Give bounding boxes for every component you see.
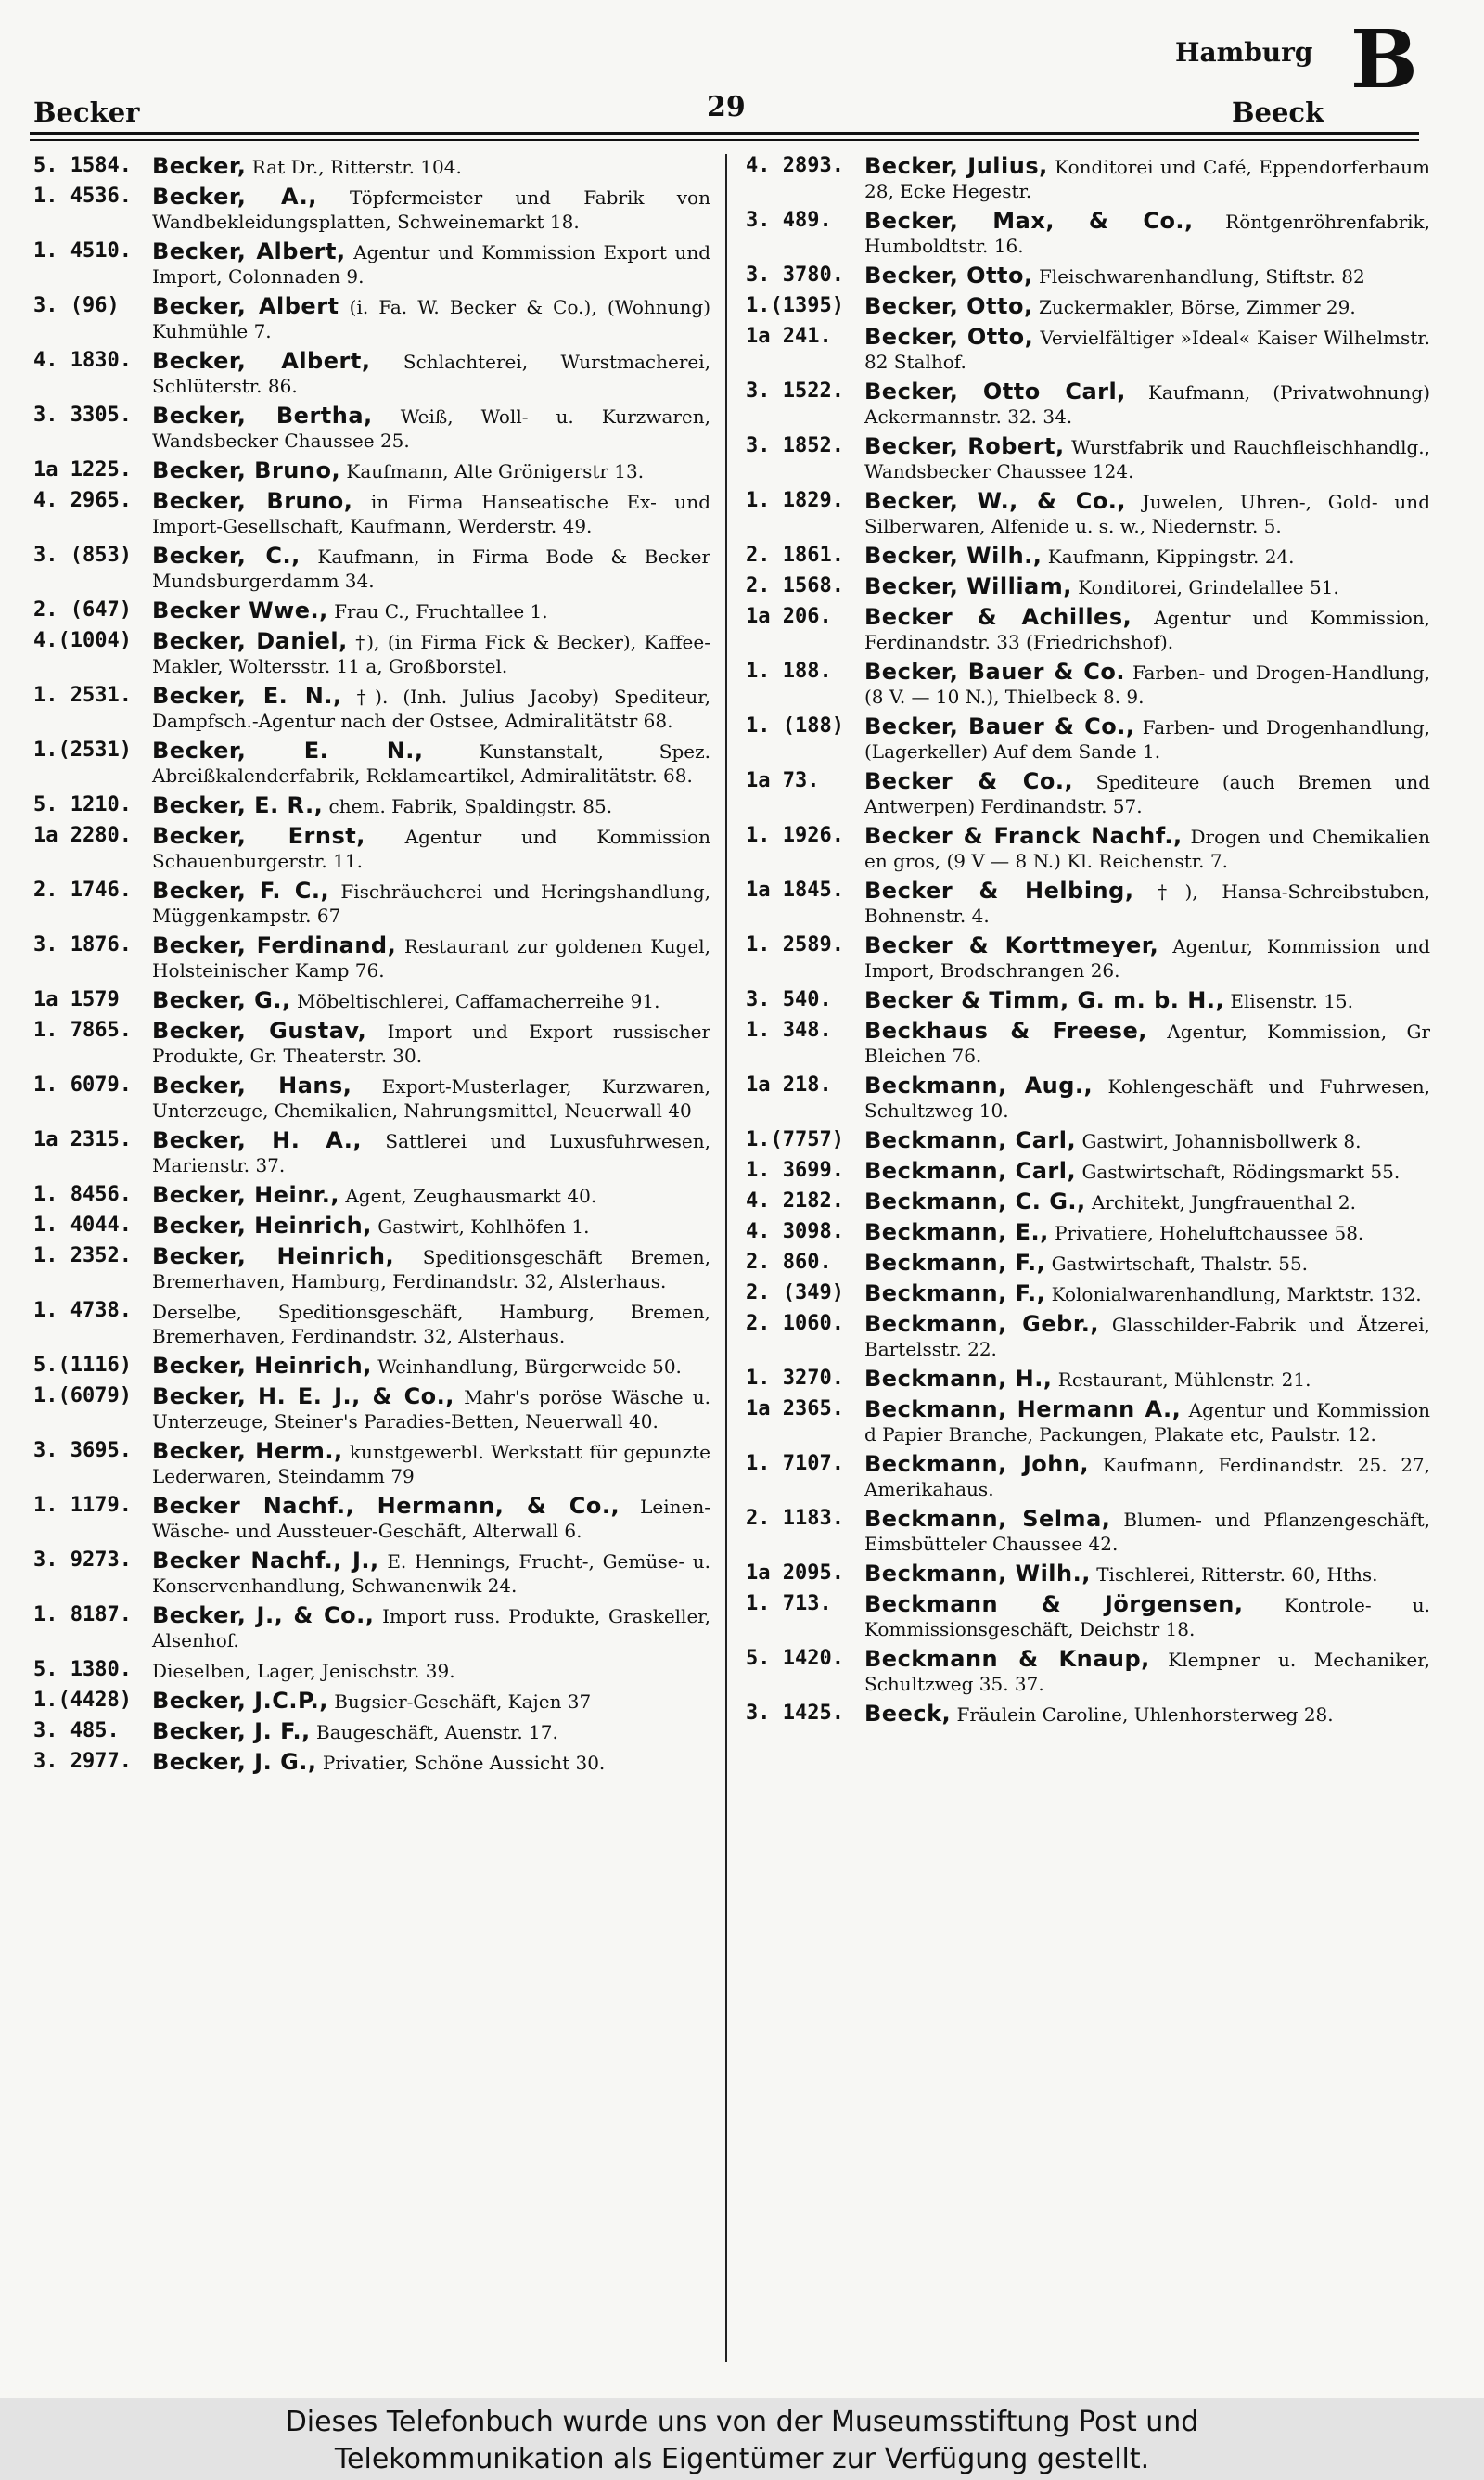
- subscriber-details: Fischräucherei und Heringshandlung, Müggenkampstr. 67: [152, 880, 710, 927]
- subscriber-name: Becker, Daniel,: [152, 628, 348, 654]
- subscriber-details: Frau C., Fruchtallee 1.: [327, 600, 548, 623]
- subscriber-details: †), (in Firma Fick & Becker), Kaffee-Makler, Woltersstr. 11 a, Großborstel.: [152, 631, 710, 677]
- phone-number: 1. 3270.: [746, 1367, 844, 1390]
- phone-number: 1. 2531.: [33, 684, 132, 707]
- subscriber-details: Kaufmann, Alte Grönigerstr 13.: [340, 460, 645, 482]
- subscriber-name: Becker & Franck Nachf.,: [864, 823, 1183, 849]
- directory-entry: [33, 1719, 710, 1750]
- subscriber-details: E. Hennings, Frucht-, Gemüse- u. Konservenhandlung, Schwanenwik 24.: [152, 1550, 710, 1597]
- subscriber-details: Farben- und Drogenhandlung, (Lagerkeller) Auf dem Sande 1.: [864, 716, 1430, 763]
- subscriber-details: Konditorei und Café, Eppendorferbaum 28, Ecke Hegestr.: [864, 156, 1430, 202]
- directory-entry: [33, 684, 710, 739]
- directory-entry: [746, 605, 1430, 660]
- subscriber-details: Möbeltischlerei, Caffamacherreihe 91.: [290, 990, 660, 1012]
- phone-number: 1. 4738.: [33, 1299, 132, 1322]
- subscriber-details: Schlachterei, Wurstmacherei, Schlüterstr. 86.: [152, 351, 710, 397]
- subscriber-details: Kunstanstalt, Spez. Abreißkalenderfabrik, Reklameartikel, Admiralitätstr. 68.: [152, 740, 710, 787]
- phone-number: 1.(1395): [746, 294, 844, 317]
- phone-number: 1. 7865.: [33, 1019, 132, 1042]
- subscriber-details: Kaufmann, (Privatwohnung) Ackermannstr. 32. 34.: [864, 381, 1430, 428]
- subscriber-details: Weiß, Woll- u. Kurzwaren, Wandsbecker Chaussee 25.: [152, 405, 710, 452]
- subscriber-details: Kaufmann, Kippingstr. 24.: [1042, 546, 1295, 568]
- phone-number: 1a 2365.: [746, 1397, 844, 1420]
- subscriber-name: Becker & Achilles,: [864, 604, 1132, 630]
- subscriber-details: Fräulein Caroline, Uhlenhorsterweg 28.: [951, 1703, 1334, 1726]
- header-rule-thin: [30, 139, 1419, 141]
- subscriber-name: Becker, Robert,: [864, 433, 1065, 459]
- directory-entry: [33, 1128, 710, 1183]
- directory-entry: [746, 1312, 1430, 1367]
- subscriber-name: Beeck,: [864, 1701, 952, 1727]
- subscriber-details: Speditionsgeschäft Bremen, Bremerhaven, Hamburg, Ferdinandstr. 32, Alsterhaus.: [152, 1246, 710, 1292]
- directory-entry: [33, 1439, 710, 1494]
- subscriber-details: (i. Fa. W. Becker & Co.), (Wohnung) Kuhmühle 7.: [152, 296, 710, 342]
- directory-entry: [746, 933, 1430, 988]
- phone-number: 3. 485.: [33, 1719, 120, 1742]
- phone-number: 5. 1584.: [33, 154, 132, 177]
- directory-entry: [746, 1561, 1430, 1592]
- right-column: [746, 154, 1430, 2364]
- phone-number: 1a 206.: [746, 605, 832, 628]
- subscriber-name: Becker, H. E. J., & Co.,: [152, 1383, 454, 1409]
- subscriber-name: Becker & Co.,: [864, 768, 1074, 794]
- directory-entry: [33, 629, 710, 684]
- phone-number: 5. 1380.: [33, 1658, 132, 1681]
- subscriber-name: Becker Nachf., J.,: [152, 1548, 379, 1574]
- subscriber-details: Klempner u. Mechaniker, Schultzweg 35. 37.: [864, 1649, 1430, 1695]
- phone-number: 3. 1522.: [746, 379, 844, 403]
- subscriber-details: Restaurant zur goldenen Kugel, Holsteinischer Kamp 76.: [152, 935, 710, 982]
- subscriber-name: Becker, A.,: [152, 184, 317, 210]
- subscriber-details: Mahr's poröse Wäsche u. Unterzeuge, Steiner's Paradies-Betten, Neuerwall 40.: [152, 1386, 710, 1433]
- subscriber-name: Becker & Timm, G. m. b. H.,: [864, 987, 1225, 1013]
- footer-notice: [0, 2398, 1484, 2480]
- phone-number: 3. 2977.: [33, 1750, 132, 1773]
- phone-number: 3. 3695.: [33, 1439, 132, 1462]
- directory-entry: [746, 263, 1430, 294]
- subscriber-name: Beckmann, Aug.,: [864, 1073, 1094, 1099]
- phone-number: 1. (188): [746, 714, 844, 738]
- subscriber-details: Röntgenröhrenfabrik, Humboldtstr. 16.: [864, 211, 1430, 257]
- directory-entry: [33, 793, 710, 824]
- subscriber-details: Gastwirtschaft, Rödingsmarkt 55.: [1076, 1161, 1401, 1183]
- subscriber-details: Kolonialwarenhandlung, Marktstr. 132.: [1045, 1283, 1422, 1305]
- directory-entry: [746, 824, 1430, 879]
- subscriber-name: Becker & Korttmeyer,: [864, 932, 1159, 958]
- subscriber-name: Beckmann & Jörgensen,: [864, 1591, 1244, 1617]
- phone-number: 1. 3699.: [746, 1159, 844, 1182]
- subscriber-name: Becker, Heinrich,: [152, 1353, 372, 1379]
- subscriber-name: Beckmann & Knaup,: [864, 1646, 1150, 1672]
- directory-entry: [746, 379, 1430, 434]
- subscriber-name: Becker, Bruno,: [152, 488, 353, 514]
- directory-entry: [33, 1494, 710, 1548]
- directory-entry: [746, 769, 1430, 824]
- directory-entry: [746, 1251, 1430, 1281]
- subscriber-name: Becker, J.C.P.,: [152, 1688, 328, 1714]
- subscriber-details: Gastwirt, Johannisbollwerk 8.: [1076, 1130, 1362, 1152]
- directory-entry: [33, 458, 710, 489]
- phone-number: 1. 1926.: [746, 824, 844, 847]
- subscriber-details: Blumen- und Pflanzengeschäft, Eimsbütteler Chaussee 42.: [864, 1509, 1430, 1555]
- phone-number: 2. 1861.: [746, 544, 844, 567]
- subscriber-name: Becker, Otto,: [864, 293, 1033, 319]
- directory-entry: [746, 1647, 1430, 1702]
- directory-entry: [33, 1299, 710, 1354]
- directory-entry: [746, 434, 1430, 489]
- phone-number: 1.(7757): [746, 1128, 844, 1151]
- subscriber-name: Becker, Gustav,: [152, 1018, 367, 1044]
- subscriber-details: chem. Fabrik, Spaldingstr. 85.: [323, 795, 613, 817]
- directory-entry: [746, 325, 1430, 379]
- phone-number: 1. 1179.: [33, 1494, 132, 1517]
- subscriber-details: Konditorei, Grindelallee 51.: [1071, 576, 1339, 598]
- subscriber-name: Becker Wwe.,: [152, 598, 328, 623]
- subscriber-details: †), Hansa-Schreibstuben, Bohnenstr. 4.: [864, 880, 1430, 927]
- page-number: 29: [707, 91, 746, 123]
- subscriber-details: kunstgewerbl. Werkstatt für gepunzte Lederwaren, Steindamm 79: [152, 1441, 710, 1487]
- directory-entry: [33, 404, 710, 458]
- phone-number: 3. (96): [33, 294, 120, 317]
- directory-entry: [33, 1214, 710, 1244]
- subscriber-details: Töpfermeister und Fabrik von Wandbekleidungsplatten, Schweinemarkt 18.: [152, 186, 710, 233]
- directory-entry: [33, 349, 710, 404]
- directory-entry: [33, 1183, 710, 1214]
- directory-entry: [746, 1220, 1430, 1251]
- phone-number: 1. 188.: [746, 660, 832, 683]
- header-right-keyword: Beeck: [1232, 96, 1324, 128]
- subscriber-details: Import russ. Produkte, Graskeller, Alsenhof.: [152, 1605, 710, 1651]
- phone-number: 1. 4044.: [33, 1214, 132, 1237]
- directory-entry: [746, 1507, 1430, 1561]
- subscriber-name: Beckmann, Gebr.,: [864, 1311, 1099, 1337]
- directory-entry: [33, 1689, 710, 1719]
- directory-entry: [746, 1189, 1430, 1220]
- subscriber-details: Gastwirt, Kohlhöfen 1.: [371, 1215, 590, 1238]
- phone-number: 1a 1845.: [746, 879, 844, 902]
- subscriber-details: in Firma Hanseatische Ex- und Import-Gesellschaft, Kaufmann, Werderstr. 49.: [152, 491, 710, 537]
- subscriber-name: Becker, Heinrich,: [152, 1243, 395, 1269]
- directory-entry: [33, 544, 710, 598]
- phone-number: 1a 1225.: [33, 458, 132, 482]
- left-column: [33, 154, 710, 2364]
- subscriber-name: Becker, E. N.,: [152, 683, 342, 709]
- directory-entry: [746, 1397, 1430, 1452]
- subscriber-details: Dieselben, Lager, Jenischstr. 39.: [152, 1660, 455, 1682]
- directory-entry: [33, 1603, 710, 1658]
- directory-entry: [746, 1073, 1430, 1128]
- phone-number: 1. 2352.: [33, 1244, 132, 1267]
- subscriber-details: Glasschilder-Fabrik und Ätzerei, Bartelsstr. 22.: [864, 1314, 1430, 1360]
- directory-entry: [33, 988, 710, 1019]
- subscriber-name: Becker, W., & Co.,: [864, 488, 1127, 514]
- subscriber-name: Beckmann, John,: [864, 1451, 1090, 1477]
- phone-number: 1. 4536.: [33, 185, 132, 208]
- subscriber-name: Becker, Bruno,: [152, 457, 341, 483]
- phone-number: 1.(4428): [33, 1689, 132, 1712]
- phone-number: 2. (647): [33, 598, 132, 622]
- subscriber-name: Becker, Otto,: [864, 324, 1034, 350]
- directory-entry: [33, 1658, 710, 1689]
- subscriber-name: Beckmann, C. G.,: [864, 1189, 1086, 1214]
- subscriber-name: Beckmann, Carl,: [864, 1127, 1077, 1153]
- subscriber-details: Wurstfabrik und Rauchfleischhandlg., Wandsbecker Chaussee 124.: [864, 436, 1430, 482]
- subscriber-details: Kontrole- u. Kommissionsgeschäft, Deichstr 18.: [864, 1594, 1430, 1640]
- subscriber-name: Becker, Hans,: [152, 1073, 352, 1099]
- subscriber-name: Becker, William,: [864, 573, 1072, 599]
- subscriber-name: Becker, Otto,: [864, 263, 1033, 289]
- phone-number: 1a 1579: [33, 988, 120, 1011]
- directory-entry: [746, 544, 1430, 574]
- directory-entry: [33, 1244, 710, 1299]
- subscriber-name: Becker, Bauer & Co.: [864, 659, 1126, 685]
- subscriber-details: Kohlengeschäft und Fuhrwesen, Schultzweg 10.: [864, 1075, 1430, 1122]
- directory-entry: [746, 1159, 1430, 1189]
- directory-entry: [33, 879, 710, 933]
- phone-number: 1. 8187.: [33, 1603, 132, 1626]
- phone-number: 2. 860.: [746, 1251, 832, 1274]
- subscriber-name: Beckmann, F.,: [864, 1280, 1046, 1306]
- subscriber-details: Import und Export russischer Produkte, Gr. Theaterstr. 30.: [152, 1021, 710, 1067]
- subscriber-name: Becker Nachf., Hermann, & Co.,: [152, 1493, 620, 1519]
- directory-entry: [33, 239, 710, 294]
- subscriber-details: Elisenstr. 15.: [1224, 990, 1353, 1012]
- phone-number: 1a 2095.: [746, 1561, 844, 1585]
- subscriber-details: Privatiere, Hoheluftchaussee 58.: [1048, 1222, 1364, 1244]
- phone-number: 4. 2965.: [33, 489, 132, 512]
- directory-entry: [746, 1592, 1430, 1647]
- phone-number: 1. 1829.: [746, 489, 844, 512]
- subscriber-details: Gastwirtschaft, Thalstr. 55.: [1045, 1253, 1309, 1275]
- phone-number: 3. 1852.: [746, 434, 844, 457]
- header-left-keyword: Becker: [33, 96, 140, 128]
- phone-number: 1a 2315.: [33, 1128, 132, 1151]
- subscriber-name: Becker, J. G.,: [152, 1749, 317, 1775]
- directory-entry: [746, 988, 1430, 1019]
- directory-entry: [33, 824, 710, 879]
- directory-entry: [746, 294, 1430, 325]
- phone-number: 3. 3780.: [746, 263, 844, 287]
- phone-number: 5. 1210.: [33, 793, 132, 816]
- phone-number: 1. 6079.: [33, 1073, 132, 1097]
- subscriber-name: Becker, Albert,: [152, 348, 371, 374]
- directory-entry: [746, 714, 1430, 769]
- subscriber-details: Fleischwarenhandlung, Stiftstr. 82: [1032, 265, 1365, 288]
- subscriber-name: Becker, Heinrich,: [152, 1213, 372, 1239]
- directory-entry: [33, 933, 710, 988]
- phone-number: 3. 540.: [746, 988, 832, 1011]
- header-rule-thick: [30, 132, 1419, 135]
- subscriber-name: Beckmann, E.,: [864, 1219, 1049, 1245]
- phone-number: 3. 489.: [746, 209, 832, 232]
- phone-number: 1. 348.: [746, 1019, 832, 1042]
- subscriber-name: Becker, Wilh.,: [864, 543, 1043, 569]
- phone-number: 3. 9273.: [33, 1548, 132, 1572]
- subscriber-name: Becker, Ferdinand,: [152, 932, 397, 958]
- phone-number: 3. 1876.: [33, 933, 132, 957]
- directory-entry: [746, 660, 1430, 714]
- subscriber-name: Becker, Herm.,: [152, 1438, 343, 1464]
- subscriber-details: Kaufmann, Ferdinandstr. 25. 27, Amerikahaus.: [864, 1454, 1430, 1500]
- subscriber-details: Agentur und Kommission Export und Import, Colonnaden 9.: [152, 241, 710, 288]
- directory-entry: [746, 154, 1430, 209]
- subscriber-details: Privatier, Schöne Aussicht 30.: [316, 1752, 606, 1774]
- phone-number: 5.(1116): [33, 1354, 132, 1377]
- subscriber-name: Beckhaus & Freese,: [864, 1018, 1147, 1044]
- directory-entry: [33, 739, 710, 793]
- subscriber-name: Becker, E. R.,: [152, 792, 324, 818]
- subscriber-details: Baugeschäft, Auenstr. 17.: [310, 1721, 558, 1743]
- subscriber-name: Beckmann, H.,: [864, 1366, 1053, 1392]
- directory-entry: [746, 1452, 1430, 1507]
- phone-number: 4. 2182.: [746, 1189, 844, 1213]
- phone-number: 1.(6079): [33, 1384, 132, 1407]
- phone-number: 1a 218.: [746, 1073, 832, 1097]
- subscriber-details: Agentur und Kommission d Papier Branche, Packungen, Plakate etc, Paulstr. 12.: [864, 1399, 1430, 1446]
- phone-number: 1. 8456.: [33, 1183, 132, 1206]
- subscriber-name: Becker, Bertha,: [152, 403, 373, 429]
- directory-entry: [746, 879, 1430, 933]
- subscriber-details: Agentur und Kommission Schauenburgerstr. 11.: [152, 826, 710, 872]
- subscriber-name: Becker, Bauer & Co.,: [864, 713, 1135, 739]
- subscriber-name: Becker, Ernst,: [152, 823, 365, 849]
- subscriber-details: Kaufmann, in Firma Bode & Becker Mundsburgerdamm 34.: [152, 546, 710, 592]
- directory-entry: [746, 1367, 1430, 1397]
- directory-entry: [33, 154, 710, 185]
- subscriber-details: Agentur, Kommission und Import, Brodschrangen 26.: [864, 935, 1430, 982]
- subscriber-name: Beckmann, Wilh.,: [864, 1561, 1091, 1587]
- phone-number: 5. 1420.: [746, 1647, 844, 1670]
- footer-line-1: Dieses Telefonbuch wurde uns von der Museumsstiftung Post und: [285, 2406, 1199, 2438]
- subscriber-details: Leinen-Wäsche- und Aussteuer-Geschäft, Alterwall 6.: [152, 1496, 710, 1542]
- directory-entry: [746, 209, 1430, 263]
- subscriber-name: Becker & Helbing,: [864, 878, 1134, 904]
- directory-entry: [33, 1548, 710, 1603]
- directory-entry: [33, 1384, 710, 1439]
- subscriber-name: Beckmann, Selma,: [864, 1506, 1111, 1532]
- column-divider: [725, 154, 727, 2362]
- directory-entry: [33, 489, 710, 544]
- phone-number: 1a 241.: [746, 325, 832, 348]
- phone-number: 1. 2589.: [746, 933, 844, 957]
- phone-number: 3. 1425.: [746, 1702, 844, 1725]
- phone-number: 4. 2893.: [746, 154, 844, 177]
- subscriber-name: Becker, Julius,: [864, 154, 1048, 179]
- phone-number: 4.(1004): [33, 629, 132, 652]
- subscriber-name: Becker, C.,: [152, 543, 301, 569]
- directory-entry: [33, 185, 710, 239]
- subscriber-details: Vervielfältiger »Ideal« Kaiser Wilhelmstr. 82 Stalhof.: [864, 327, 1430, 373]
- phone-number: 2. 1568.: [746, 574, 844, 598]
- subscriber-name: Becker, J. F.,: [152, 1718, 311, 1744]
- directory-entry: [33, 1750, 710, 1780]
- subscriber-details: Export-Musterlager, Kurzwaren, Unterzeuge, Chemikalien, Nahrungsmittel, Neuerwall 40: [152, 1075, 710, 1122]
- subscriber-details: Farben- und Drogen-Handlung, (8 V. — 10 N.), Thielbeck 8. 9.: [864, 662, 1430, 708]
- subscriber-name: Beckmann, Hermann A.,: [864, 1396, 1182, 1422]
- directory-entry: [33, 1354, 710, 1384]
- subscriber-details: Agentur, Kommission, Gr Bleichen 76.: [864, 1021, 1430, 1067]
- subscriber-details: Restaurant, Mühlenstr. 21.: [1052, 1368, 1311, 1391]
- header-city: Hamburg: [1175, 37, 1313, 68]
- directory-entry: [746, 489, 1430, 544]
- directory-entry: [746, 574, 1430, 605]
- directory-entry: [33, 1073, 710, 1128]
- phone-number: 1. 713.: [746, 1592, 832, 1615]
- directory-entry: [746, 1019, 1430, 1073]
- directory-entry: [746, 1702, 1430, 1732]
- section-letter: B: [1350, 13, 1418, 107]
- phone-number: 4. 1830.: [33, 349, 132, 372]
- phone-number: 2. 1746.: [33, 879, 132, 902]
- directory-entry: [33, 294, 710, 349]
- subscriber-name: Becker, Otto Carl,: [864, 379, 1126, 405]
- subscriber-details: †). (Inh. Julius Jacoby) Spediteur, Dampfsch.-Agentur nach der Ostsee, Admiralitätstr 68.: [152, 686, 710, 732]
- phone-number: 3. (853): [33, 544, 132, 567]
- directory-entry: [33, 1019, 710, 1073]
- subscriber-name: Becker, Max, & Co.,: [864, 208, 1194, 234]
- subscriber-details: Agent, Zeughausmarkt 40.: [339, 1185, 597, 1207]
- subscriber-details: Rat Dr., Ritterstr. 104.: [246, 156, 462, 178]
- footer-line-2: Telekommunikation als Eigentümer zur Verfügung gestellt.: [334, 2443, 1150, 2475]
- phone-number: 2. (349): [746, 1281, 844, 1304]
- subscriber-details: Spediteure (auch Bremen und Antwerpen) Ferdinandstr. 57.: [864, 771, 1430, 817]
- subscriber-name: Becker, E. N.,: [152, 738, 424, 764]
- directory-entry: [33, 598, 710, 629]
- directory-entry: [746, 1128, 1430, 1159]
- subscriber-name: Becker, Albert,: [152, 238, 346, 264]
- subscriber-name: Becker, H. A.,: [152, 1127, 363, 1153]
- subscriber-name: Becker, G.,: [152, 987, 291, 1013]
- subscriber-details: Tischlerei, Ritterstr. 60, Hths.: [1090, 1563, 1378, 1586]
- subscriber-details: Derselbe, Speditionsgeschäft, Hamburg, Bremen, Bremerhaven, Ferdinandstr. 32, Alsterhaus.: [152, 1301, 710, 1347]
- subscriber-name: Becker, Albert: [152, 293, 339, 319]
- directory-entry: [746, 1281, 1430, 1312]
- phone-number: 1. 7107.: [746, 1452, 844, 1475]
- subscriber-name: Becker, Heinr.,: [152, 1182, 339, 1208]
- subscriber-details: Zuckermakler, Börse, Zimmer 29.: [1032, 296, 1356, 318]
- phone-number: 1.(2531): [33, 739, 132, 762]
- subscriber-name: Beckmann, F.,: [864, 1250, 1046, 1276]
- subscriber-name: Beckmann, Carl,: [864, 1158, 1077, 1184]
- phone-number: 3. 3305.: [33, 404, 132, 427]
- subscriber-details: Drogen und Chemikalien en gros, (9 V — 8 N.) Kl. Reichenstr. 7.: [864, 826, 1430, 872]
- subscriber-details: Sattlerei und Luxusfuhrwesen, Marienstr. 37.: [152, 1130, 710, 1176]
- phone-number: 1. 4510.: [33, 239, 132, 263]
- phone-number: 2. 1060.: [746, 1312, 844, 1335]
- subscriber-name: Becker, F. C.,: [152, 878, 330, 904]
- subscriber-details: Weinhandlung, Bürgerweide 50.: [371, 1356, 682, 1378]
- subscriber-details: Architekt, Jungfrauenthal 2.: [1085, 1191, 1356, 1214]
- subscriber-details: Agentur und Kommission, Ferdinandstr. 33 (Friedrichshof).: [864, 607, 1430, 653]
- subscriber-details: Juwelen, Uhren-, Gold- und Silberwaren, Alfenide u. s. w., Niedernstr. 5.: [864, 491, 1430, 537]
- phone-number: 1a 73.: [746, 769, 820, 792]
- subscriber-name: Becker, J., & Co.,: [152, 1602, 375, 1628]
- subscriber-details: Bugsier-Geschäft, Kajen 37: [327, 1690, 592, 1713]
- phone-number: 4. 3098.: [746, 1220, 844, 1243]
- phone-number: 1a 2280.: [33, 824, 132, 847]
- phone-number: 2. 1183.: [746, 1507, 844, 1530]
- subscriber-name: Becker,: [152, 154, 247, 179]
